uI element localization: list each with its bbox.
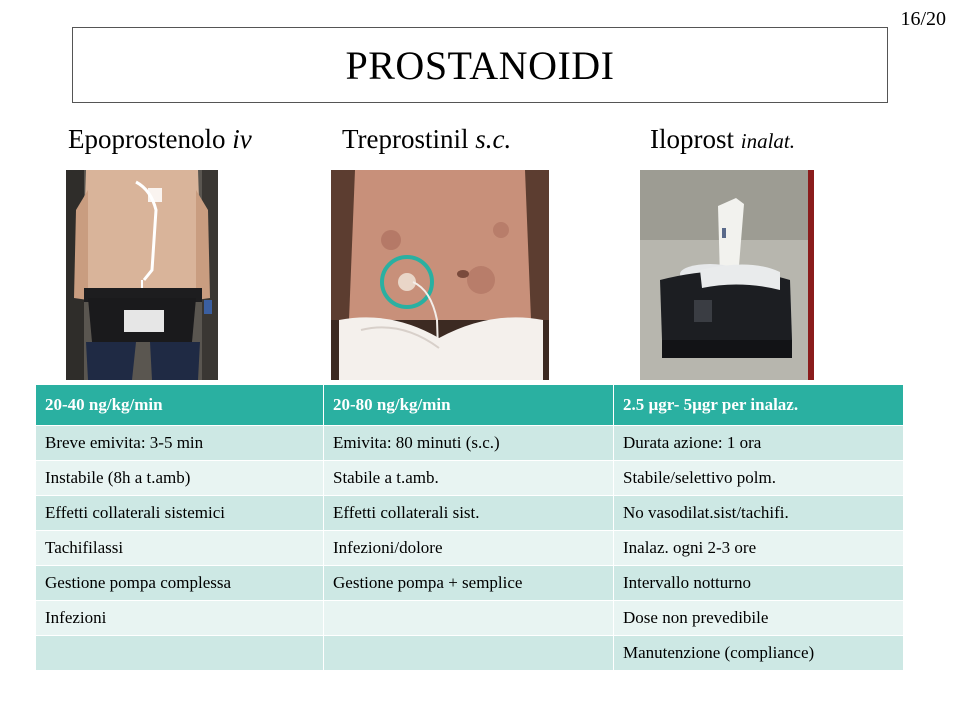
- title-box: [72, 27, 888, 103]
- table-cell: Manutenzione (compliance): [614, 636, 904, 671]
- drug-name: Epoprostenolo: [68, 124, 226, 154]
- drug-route: inalat.: [740, 129, 796, 153]
- table-cell: [324, 601, 614, 636]
- table-cell: Breve emivita: 3-5 min: [36, 426, 324, 461]
- table-cell: Gestione pompa complessa: [36, 566, 324, 601]
- table-header-cell: 20-80 ng/kg/min: [324, 385, 614, 426]
- drug-name: Treprostinil: [342, 124, 469, 154]
- drug-route: iv: [232, 124, 252, 154]
- column-heading-iloprost: [650, 124, 795, 155]
- table-cell: Instabile (8h a t.amb): [36, 461, 324, 496]
- table-cell: Infezioni: [36, 601, 324, 636]
- table-row: [36, 461, 904, 496]
- table-cell: [36, 636, 324, 671]
- table-row: [36, 496, 904, 531]
- table-row: [36, 566, 904, 601]
- column-heading-epoprostenolo: [68, 124, 252, 155]
- table-cell: Infezioni/dolore: [324, 531, 614, 566]
- table-header-cell: 20-40 ng/kg/min: [36, 385, 324, 426]
- table-row: [36, 531, 904, 566]
- column-heading-treprostinil: [342, 124, 511, 155]
- table-cell: Stabile a t.amb.: [324, 461, 614, 496]
- table-cell: Intervallo notturno: [614, 566, 904, 601]
- table-cell: Durata azione: 1 ora: [614, 426, 904, 461]
- table-cell: Inalaz. ogni 2-3 ore: [614, 531, 904, 566]
- table-cell: Tachifilassi: [36, 531, 324, 566]
- table-cell: Effetti collaterali sistemici: [36, 496, 324, 531]
- photo-treprostinil-abdomen: [331, 170, 549, 380]
- photo-iloprost-nebulizer: [640, 170, 814, 380]
- drug-name: Iloprost: [650, 124, 734, 154]
- page-number: 16/20: [900, 8, 946, 30]
- table-header-row: [36, 385, 904, 426]
- table-row: [36, 426, 904, 461]
- table-header-cell: 2.5 µgr- 5µgr per inalaz.: [614, 385, 904, 426]
- photo-epoprostenolo-patient: [66, 170, 218, 380]
- table-cell: [324, 636, 614, 671]
- slide-title: PROSTANOIDI: [345, 42, 615, 88]
- table-cell: Emivita: 80 minuti (s.c.): [324, 426, 614, 461]
- table-cell: Stabile/selettivo polm.: [614, 461, 904, 496]
- drug-route: s.c.: [475, 124, 512, 154]
- table-cell: Effetti collaterali sist.: [324, 496, 614, 531]
- table-cell: Gestione pompa + semplice: [324, 566, 614, 601]
- table-row: [36, 636, 904, 671]
- table-row: [36, 601, 904, 636]
- table-cell: Dose non prevedibile: [614, 601, 904, 636]
- table-cell: No vasodilat.sist/tachifi.: [614, 496, 904, 531]
- prostanoid-comparison-table: [35, 384, 904, 670]
